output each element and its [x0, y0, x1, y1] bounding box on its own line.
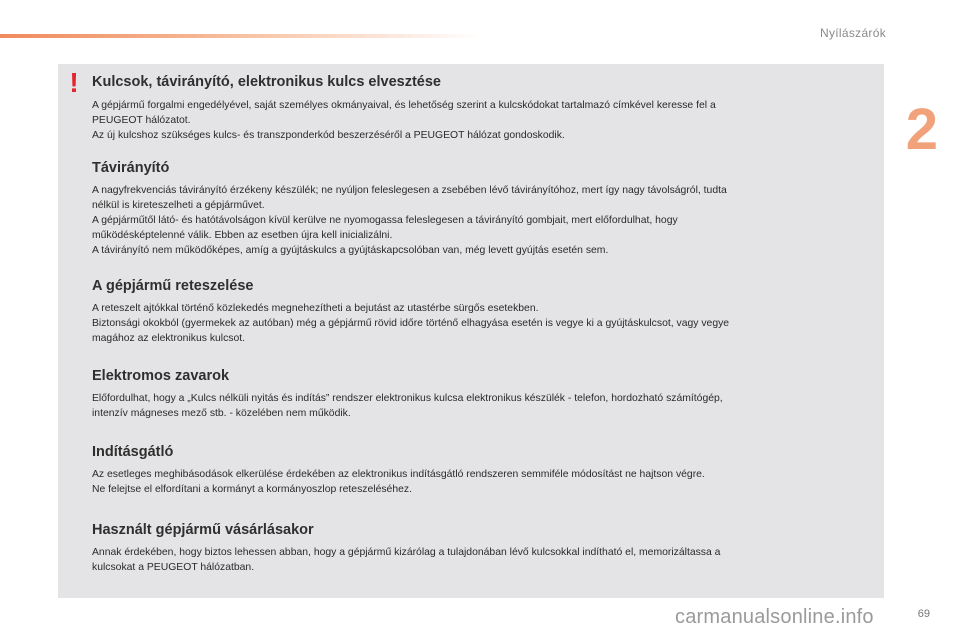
header-accent-bar [0, 34, 480, 38]
section-title: Nyílászárók [820, 26, 886, 40]
warning-line: PEUGEOT hálózatot. [92, 115, 191, 126]
section-line: intenzív mágneses mező stb. - közelében nem működik. [92, 408, 351, 419]
exclamation-icon: ! [69, 67, 79, 98]
section-line: A reteszelt ajtókkal történő közlekedés megnehezítheti a bejutást az utastérbe sürgős esetekben. [92, 303, 539, 314]
section-line: Biztonsági okokból (gyermekek az autóban) még a gépjármű rövid időre történő elhagyása esetén is vegye ki a gyújtáskulcsot, vagy vegye [92, 318, 730, 329]
watermark: carmanualsonline.info [675, 606, 874, 628]
section-heading: Indításgátló [92, 444, 174, 460]
warning-title: Kulcsok, távirányító, elektronikus kulcs elvesztése [92, 74, 441, 90]
warning-line: Az új kulcshoz szükséges kulcs- és transzponderkód beszerzéséről a PEUGEOT hálózat gondoskodik. [92, 130, 565, 141]
warning-block [92, 74, 862, 143]
section-line: A nagyfrekvenciás távirányító érzékeny készülék; ne nyúljon feleslegesen a zsebében lévő távirányítóhoz, mert így nagy távolságról, tudta [92, 185, 727, 196]
section-heading: Használt gépjármű vásárlásakor [92, 522, 314, 538]
section-line: A távirányító nem működőképes, amíg a gyújtáskulcs a gyújtáskapcsolóban van, még levett gyújtás esetén sem. [92, 245, 609, 256]
section-line: A gépjárműtől látó- és hatótávolságon kívül kerülve ne nyomogassa feleslegesen a távirányító gombjait, mert előfordulhat, hogy [92, 215, 678, 226]
section-elektromos-zavarok [92, 368, 862, 421]
section-reteszeles [92, 278, 862, 346]
section-line: Előfordulhat, hogy a „Kulcs nélküli nyitás és indítás” rendszer elektronikus kulcsa elektronikus készülék - telefon, hordozható számítógép, [92, 393, 723, 404]
section-line: kulcsokat a PEUGEOT hálózatban. [92, 562, 255, 573]
section-line: nélkül is kireteszelheti a gépjárművet. [92, 200, 265, 211]
section-line: magához az elektronikus kulcsot. [92, 333, 246, 344]
page-number: 69 [917, 608, 930, 620]
section-line: Annak érdekében, hogy biztos lehessen abban, hogy a gépjármű kizárólag a tulajdonában lévő kulcsokkal indítható el, memorizáltassa a [92, 547, 721, 558]
warning-line: A gépjármű forgalmi engedélyével, saját személyes okmányaival, és lehetőség szerint a kulcskódokat tartalmazó címkével keresse fel a [92, 100, 716, 111]
section-tavirányito [92, 160, 862, 258]
section-heading: A gépjármű reteszelése [92, 278, 254, 294]
section-line: Ne felejtse el elfordítani a kormányt a kormányoszlop reteszeléséhez. [92, 484, 412, 495]
chapter-number: 2 [905, 97, 938, 162]
section-hasznalt-gepjarmu [92, 522, 862, 575]
section-line: működésképtelenné válik. Ebben az esetben újra kell inicializálni. [92, 230, 393, 241]
section-inditasgatlo [92, 444, 862, 497]
section-heading: Elektromos zavarok [92, 368, 230, 384]
section-line: Az esetleges meghibásodások elkerülése érdekében az elektronikus indításgátló rendszeren semmiféle módosítást ne hajtson végre. [92, 469, 705, 480]
section-heading: Távirányító [92, 160, 170, 176]
